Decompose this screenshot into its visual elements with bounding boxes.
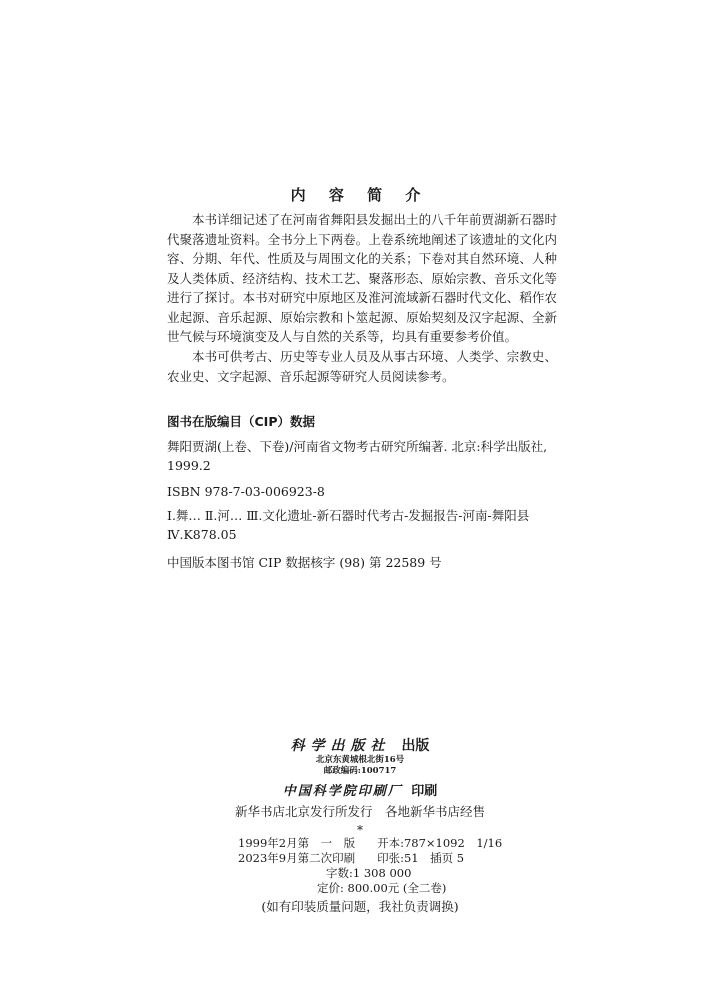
publisher-logo-text: 科学出版社 (290, 738, 391, 754)
cip-classification: Ⅰ.舞… Ⅱ.河… Ⅲ.文化遗址-新石器时代考古-发掘报告-河南-舞阳县 Ⅳ.K878.05 (167, 508, 530, 542)
publisher-postcode: 邮政编码:100717 (323, 766, 397, 776)
summary-paragraph-1: 本书详细记述了在河南省舞阳县发掘出土的八千年前贾湖新石器时代聚落遗址资料。全书分上下两卷。上卷系统地阐述了该遗址的文化内容、分期、年代、性质及与周围文化的关系；下卷对其自然环境、人种及人类体质、经济结构、技术工艺、聚落形态、原始宗教、音乐文化等进行了探讨。本书对研究中原地区及淮河流域新石器时代文化、稻作农业起源、音乐起源、原始宗教和卜筮起源、原始契刻及汉字起源、全新世气候与环境演变及人与自然的关系等，均具有重要参考价值。 (167, 212, 557, 344)
cip-verification: 中国版本图书馆 CIP 数据核字 (98) 第 22589 号 (167, 555, 442, 570)
word-count: 字数:1 308 000 (326, 866, 412, 880)
cip-isbn: ISBN 978-7-03-006923-8 (167, 484, 325, 499)
printing-date: 2023年9月第二次印刷 (238, 851, 356, 865)
edition-row (238, 836, 502, 851)
publisher-suffix: 出版 (401, 738, 430, 754)
sheet-count: 印张:51 插页 5 (377, 851, 465, 865)
publisher-address: 北京东黄城根北街16号 (315, 755, 405, 765)
separator-star: * (357, 823, 363, 837)
price: 定价: 800.00元 (全二卷) (317, 881, 447, 895)
summary-heading: 内 容 简 介 (290, 186, 430, 204)
cip-record: 舞阳贾湖(上卷、下卷)/河南省文物考古研究所编著. 北京:科学出版社, 1999.2 (167, 439, 548, 473)
printer-line (0, 780, 720, 799)
cip-heading: 图书在版编目（CIP）数据 (167, 414, 315, 429)
quality-notice: (如有印装质量问题，我社负责调换) (261, 899, 459, 914)
distribution-line: 新华书店北京发行所发行 各地新华书店经售 (234, 804, 485, 819)
format-size: 开本:787×1092 1/16 (377, 836, 503, 850)
summary-paragraph-2: 本书可供考古、历史等专业人员及从事古环境、人类学、宗教史、农业史、文字起源、音乐起源等研究人员阅读参考。 (167, 349, 557, 384)
edition-date: 1999年2月第 一 版 (238, 836, 356, 850)
printing-row (238, 851, 464, 866)
printer-logo-text: 中国科学院印刷厂 (282, 784, 403, 799)
printer-suffix: 印刷 (411, 784, 438, 799)
publisher-line (0, 735, 720, 755)
